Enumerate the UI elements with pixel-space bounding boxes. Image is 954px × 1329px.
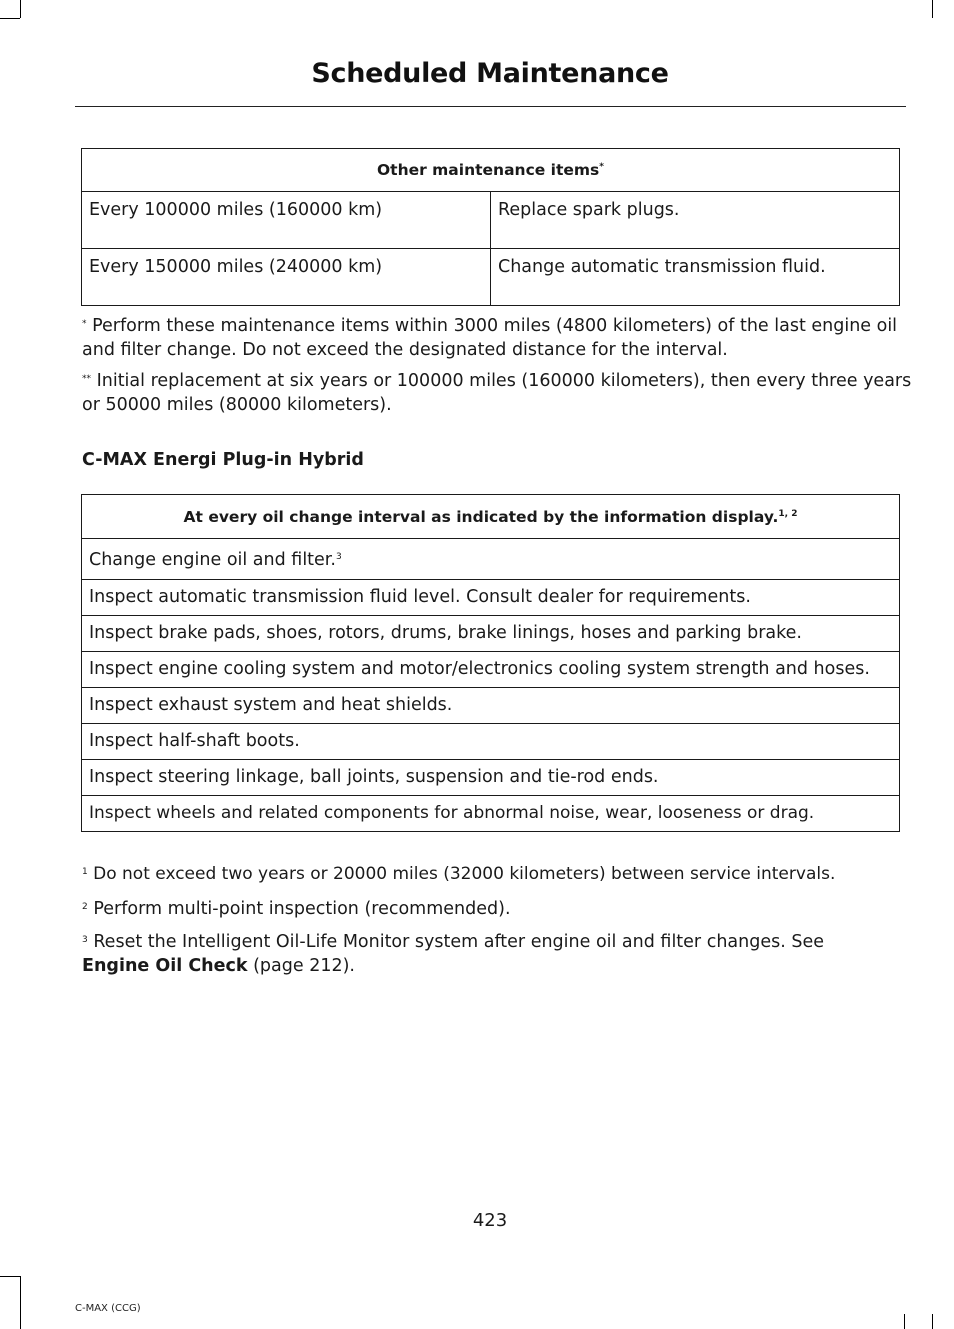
footnote xyxy=(82,897,912,921)
page-reference: (page 212). xyxy=(253,956,355,976)
table-cell xyxy=(82,539,900,580)
table-header xyxy=(82,149,900,192)
crop-mark xyxy=(932,0,933,18)
table-header-text: At every oil change interval as indicated by the information display. xyxy=(183,508,779,526)
footnote-marker: 3 xyxy=(335,552,342,562)
footnote-text: Do not exceed two years or 20000 miles (32000 kilometers) between service intervals. xyxy=(93,864,836,884)
footnote-text: Reset the Intelligent Oil-Life Monitor system after engine oil and filter changes. See xyxy=(93,932,824,952)
footnote-text: Perform multi-point inspection (recommended). xyxy=(93,899,511,919)
page-number: 423 xyxy=(472,1210,508,1231)
table-cell: Inspect automatic transmission fluid level. Consult dealer for requirements. xyxy=(82,580,900,616)
footnote-text: Initial replacement at six years or 100000 miles (160000 kilometers), then every three years or 50000 miles (80000 kilometers). xyxy=(82,371,912,415)
table-row xyxy=(82,192,900,249)
cross-reference-link[interactable]: Engine Oil Check xyxy=(82,956,248,976)
crop-mark xyxy=(0,1276,20,1277)
table-row xyxy=(82,724,900,760)
footnote-marker: ** xyxy=(82,374,91,384)
table-cell: Inspect engine cooling system and motor/electronics cooling system strength and hoses. xyxy=(82,652,900,688)
footnote-marker: * xyxy=(82,319,87,329)
interval-cell: Every 100000 miles (160000 km) xyxy=(82,192,491,249)
table-row xyxy=(82,580,900,616)
table-header-text: Other maintenance items xyxy=(376,161,600,179)
crop-mark xyxy=(904,1314,905,1329)
interval-cell: Every 150000 miles (240000 km) xyxy=(82,249,491,306)
crop-mark xyxy=(20,0,21,18)
table-row xyxy=(82,688,900,724)
footnote-marker: * xyxy=(599,162,604,172)
table-row xyxy=(82,616,900,652)
oil-change-interval-table xyxy=(81,494,900,832)
page-title: Scheduled Maintenance xyxy=(311,58,669,89)
footnote-marker: 1, 2 xyxy=(778,509,798,519)
table-header-row xyxy=(82,149,900,192)
table-row xyxy=(82,760,900,796)
table-cell: Inspect brake pads, shoes, rotors, drums, brake linings, hoses and parking brake. xyxy=(82,616,900,652)
table-row xyxy=(82,652,900,688)
other-maintenance-table xyxy=(81,148,900,306)
footnote-marker: 2 xyxy=(82,902,88,912)
crop-mark xyxy=(0,18,20,19)
table-row xyxy=(82,249,900,306)
table-header xyxy=(82,495,900,539)
footnote xyxy=(82,369,912,417)
cell-text: Change engine oil and filter. xyxy=(89,550,336,570)
crop-mark xyxy=(20,1276,21,1329)
table-cell: Inspect steering linkage, ball joints, suspension and tie-rod ends. xyxy=(82,760,900,796)
action-cell: Change automatic transmission fluid. xyxy=(491,249,900,306)
title-divider xyxy=(75,106,906,107)
table-row xyxy=(82,796,900,832)
table-cell: Inspect half-shaft boots. xyxy=(82,724,900,760)
footer-code: C-MAX (CCG) xyxy=(75,1303,141,1314)
table-row xyxy=(82,539,900,580)
table-cell: Inspect wheels and related components for abnormal noise, wear, looseness or drag. xyxy=(82,796,900,832)
table-cell: Inspect exhaust system and heat shields. xyxy=(82,688,900,724)
footnote xyxy=(82,314,912,362)
action-cell: Replace spark plugs. xyxy=(491,192,900,249)
section-heading: C-MAX Energi Plug-in Hybrid xyxy=(82,450,364,470)
crop-mark xyxy=(932,1314,933,1329)
table-header-row xyxy=(82,495,900,539)
footnote-text: Perform these maintenance items within 3000 miles (4800 kilometers) of the last engine oil and filter change. Do not exceed the designated distance for the interval. xyxy=(82,316,898,360)
footnote xyxy=(82,862,912,886)
footnote-marker: 1 xyxy=(82,867,88,877)
footnote-marker: 3 xyxy=(82,935,88,945)
footnote xyxy=(82,930,912,978)
